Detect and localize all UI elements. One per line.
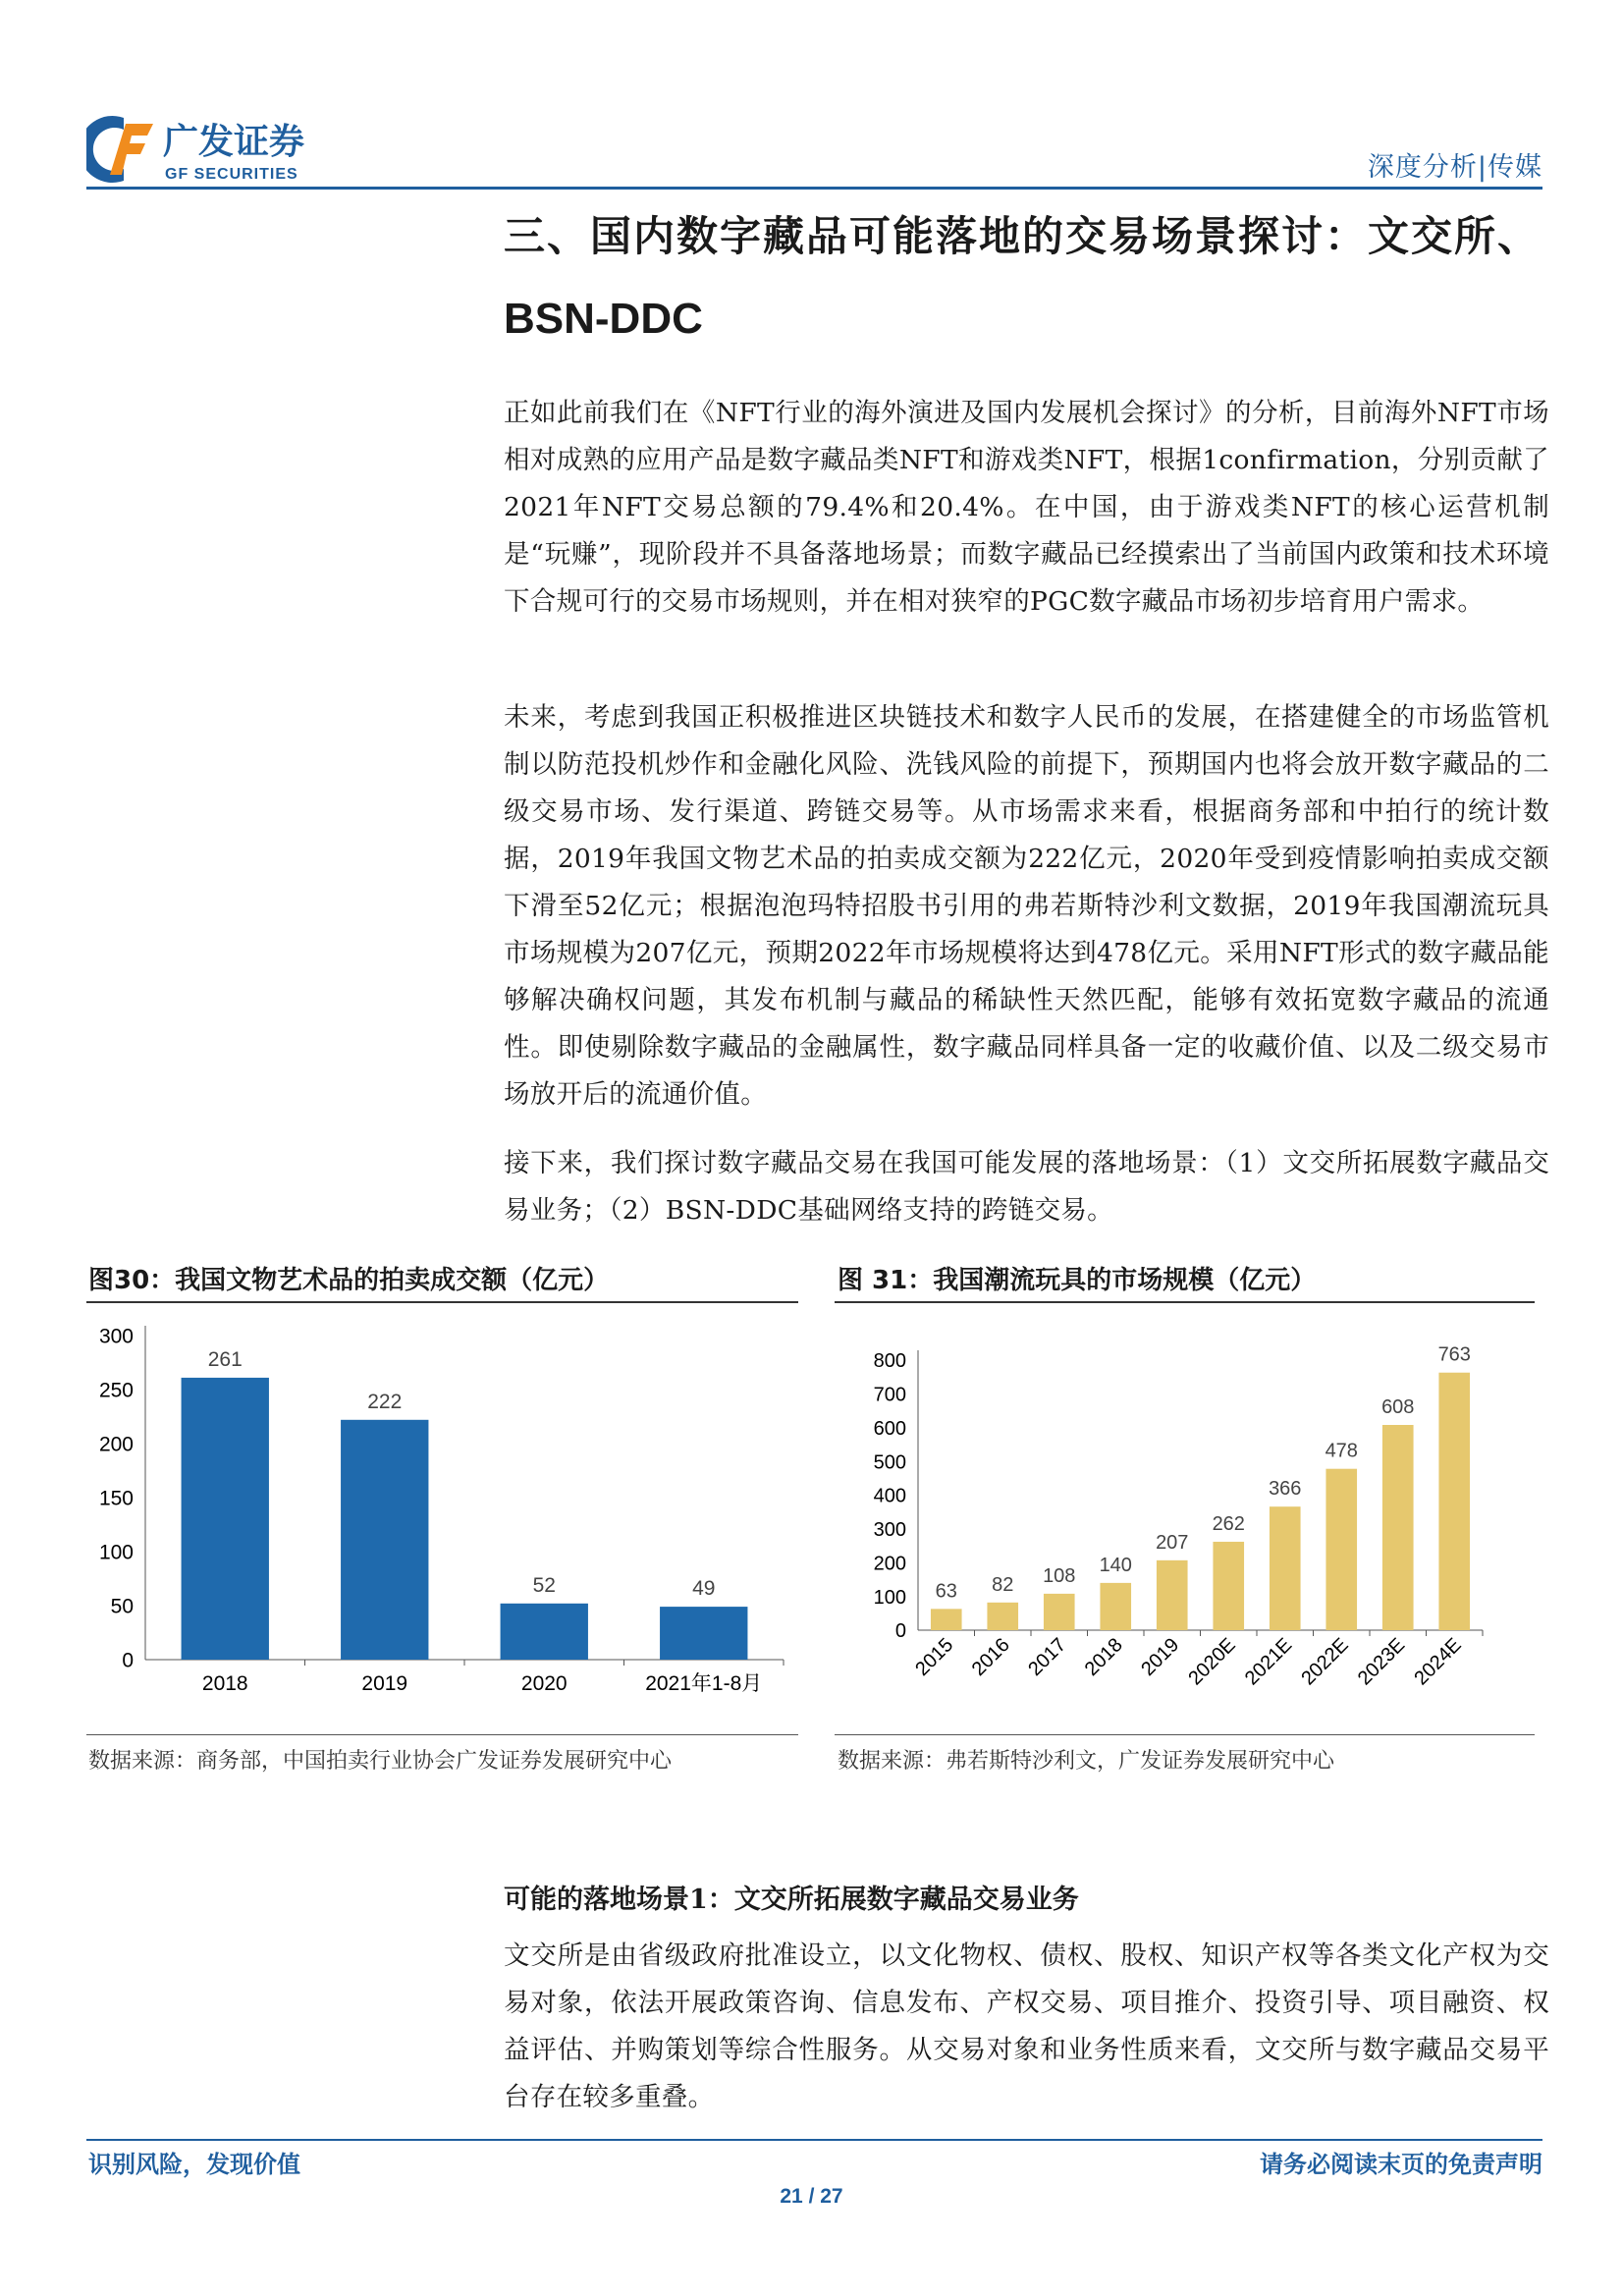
data-label: 108 (1043, 1564, 1076, 1587)
x-tick-label: 2019 (1137, 1633, 1184, 1681)
data-label: 207 (1156, 1531, 1189, 1554)
header-report-type: 深度分析|传媒 (1367, 152, 1542, 183)
section-title-line2: BSN-DDC (504, 295, 703, 343)
body-paragraph-2: 未来，考虑到我国正积极推进区块链技术和数字人民币的发展，在搭建健全的市场监管机制以防范投机炒作和金融化风险、洗钱风险的前提下，预期国内也将会放开数字藏品的二级交易市场、发行渠道、跨链交易等。从市场需求来看，根据商务部和中拍行的统计数据，2019年我国文物艺术品的拍卖成交额为222亿元，2020年受到疫情影响拍卖成交额下滑至52亿元；根据泡泡玛特招股书引用的弗若斯特沙利文数据，2019年我国潮流玩具市场规模为207亿元，预期2022年市场规模将达到478亿元。采用NFT形式的数字藏品能够解决确权问题，其发布机制与藏品的稀缺性天然匹配，能够有效拓宽数字藏品的流通性。即使剔除数字藏品的金融属性，数字藏品同样具备一定的收藏价值、以及二级交易市场放开后的流通价值。 (504, 702, 1549, 1110)
bar (341, 1420, 428, 1660)
bar (987, 1603, 1018, 1630)
y-tick-label: 200 (98, 1433, 134, 1456)
bar (1100, 1583, 1131, 1630)
body-paragraph-3: 接下来，我们探讨数字藏品交易在我国可能发展的落地场景：（1）文交所拓展数字藏品交易业务；（2）BSN-DDC基础网络支持的跨链交易。 (504, 1148, 1549, 1226)
x-tick-label: 2018 (1080, 1633, 1127, 1681)
footer-slogan: 识别风险，发现价值 (88, 2151, 300, 2178)
y-tick-label: 400 (873, 1485, 906, 1507)
y-tick-label: 0 (894, 1620, 906, 1643)
y-tick-label: 800 (873, 1350, 906, 1373)
header-divider (86, 187, 1542, 190)
data-label: 49 (692, 1577, 716, 1601)
y-tick-label: 600 (873, 1417, 906, 1440)
bar (182, 1378, 269, 1660)
figure-31-chart (835, 1311, 1535, 1723)
figure-31-source: 数据来源：弗若斯特沙利文，广发证券发展研究中心 (838, 1749, 1335, 1774)
x-tick-label: 2020E (1184, 1633, 1240, 1690)
x-tick-label: 2017 (1024, 1633, 1071, 1681)
logo-en-text: GF SECURITIES (165, 166, 298, 183)
figure-30-top-rule (86, 1301, 798, 1303)
y-tick-label: 0 (122, 1649, 134, 1672)
y-tick-label: 100 (98, 1541, 134, 1564)
bar (1438, 1373, 1470, 1630)
figure-30-source: 数据来源：商务部，中国拍卖行业协会广发证券发展研究中心 (88, 1749, 673, 1774)
bar (1213, 1542, 1244, 1630)
data-label: 52 (532, 1573, 556, 1597)
y-tick-label: 200 (873, 1553, 906, 1575)
gf-securities-logo (86, 110, 352, 189)
figure-31-top-rule (835, 1301, 1535, 1303)
figure-30-caption: 图30：我国文物艺术品的拍卖成交额（亿元） (88, 1266, 610, 1295)
data-label: 222 (367, 1390, 403, 1413)
x-tick-label: 2020 (520, 1672, 568, 1695)
figure-31-caption: 图 31：我国潮流玩具的市场规模（亿元） (838, 1266, 1317, 1295)
page-number: 21 / 27 (780, 2185, 843, 2208)
x-tick-label: 2024E (1410, 1633, 1466, 1690)
section-title-line1: 三、国内数字藏品可能落地的交易场景探讨：文交所、 (504, 212, 1542, 260)
x-tick-label: 2015 (911, 1633, 958, 1681)
y-tick-label: 100 (873, 1586, 906, 1609)
data-label: 478 (1325, 1440, 1358, 1462)
bar (660, 1607, 747, 1660)
y-tick-label: 250 (98, 1379, 134, 1402)
data-label: 140 (1099, 1554, 1132, 1576)
data-label: 261 (207, 1347, 243, 1371)
x-tick-label: 2016 (967, 1633, 1014, 1681)
y-tick-label: 700 (873, 1384, 906, 1406)
x-tick-label: 2021E (1240, 1633, 1297, 1690)
y-tick-label: 300 (98, 1325, 134, 1348)
footer-disclaimer-link[interactable]: 请务必阅读末页的免责声明 (1260, 2151, 1542, 2178)
bar (1325, 1469, 1357, 1630)
bar (501, 1604, 588, 1660)
y-tick-label: 50 (110, 1595, 134, 1618)
scene-heading: 可能的落地场景1：文交所拓展数字藏品交易业务 (504, 1885, 1079, 1915)
data-label: 82 (992, 1573, 1014, 1596)
x-tick-label: 2022E (1297, 1633, 1353, 1690)
data-label: 63 (935, 1580, 957, 1603)
x-tick-label: 2021年1-8月 (645, 1672, 763, 1695)
bar (1044, 1594, 1075, 1630)
data-label: 608 (1381, 1396, 1415, 1418)
x-tick-label: 2019 (361, 1672, 408, 1695)
figure-30-bottom-rule (86, 1734, 798, 1735)
x-tick-label: 2023E (1353, 1633, 1410, 1690)
y-tick-label: 150 (98, 1487, 134, 1510)
data-label: 366 (1269, 1478, 1302, 1501)
bar (1270, 1506, 1301, 1630)
body-paragraph-1: 正如此前我们在《NFT行业的海外演进及国内发展机会探讨》的分析，目前海外NFT市场相对成熟的应用产品是数字藏品类NFT和游戏类NFT，根据1confirmation，分别贡献了2021年NFT交易总额的79.4%和20.4%。在中国，由于游戏类NFT的核心运营机制是“玩赚”，现阶段并不具备落地场景；而数字藏品已经摸索出了当前国内政策和技术环境下合规可行的交易市场规则，并在相对狭窄的PGC数字藏品市场初步培育用户需求。 (504, 398, 1549, 617)
bar (931, 1609, 962, 1630)
figure-31-bottom-rule (835, 1734, 1535, 1735)
figure-30-chart (86, 1311, 798, 1723)
bar (1157, 1560, 1188, 1630)
bar (1382, 1425, 1414, 1630)
logo-cn-text: 广发证券 (163, 122, 305, 162)
data-label: 262 (1212, 1512, 1245, 1535)
scene-paragraph: 文交所是由省级政府批准设立，以文化物权、债权、股权、知识产权等各类文化产权为交易对象，依法开展政策咨询、信息发布、产权交易、项目推介、投资引导、项目融资、权益评估、并购策划等综合性服务。从交易对象和业务性质来看，文交所与数字藏品交易平台存在较多重叠。 (504, 1941, 1549, 2112)
y-tick-label: 300 (873, 1519, 906, 1542)
logo-mark-icon (86, 110, 352, 189)
footer-divider (86, 2139, 1542, 2141)
x-tick-label: 2018 (201, 1672, 248, 1695)
data-label: 763 (1437, 1343, 1471, 1366)
y-tick-label: 500 (873, 1451, 906, 1474)
